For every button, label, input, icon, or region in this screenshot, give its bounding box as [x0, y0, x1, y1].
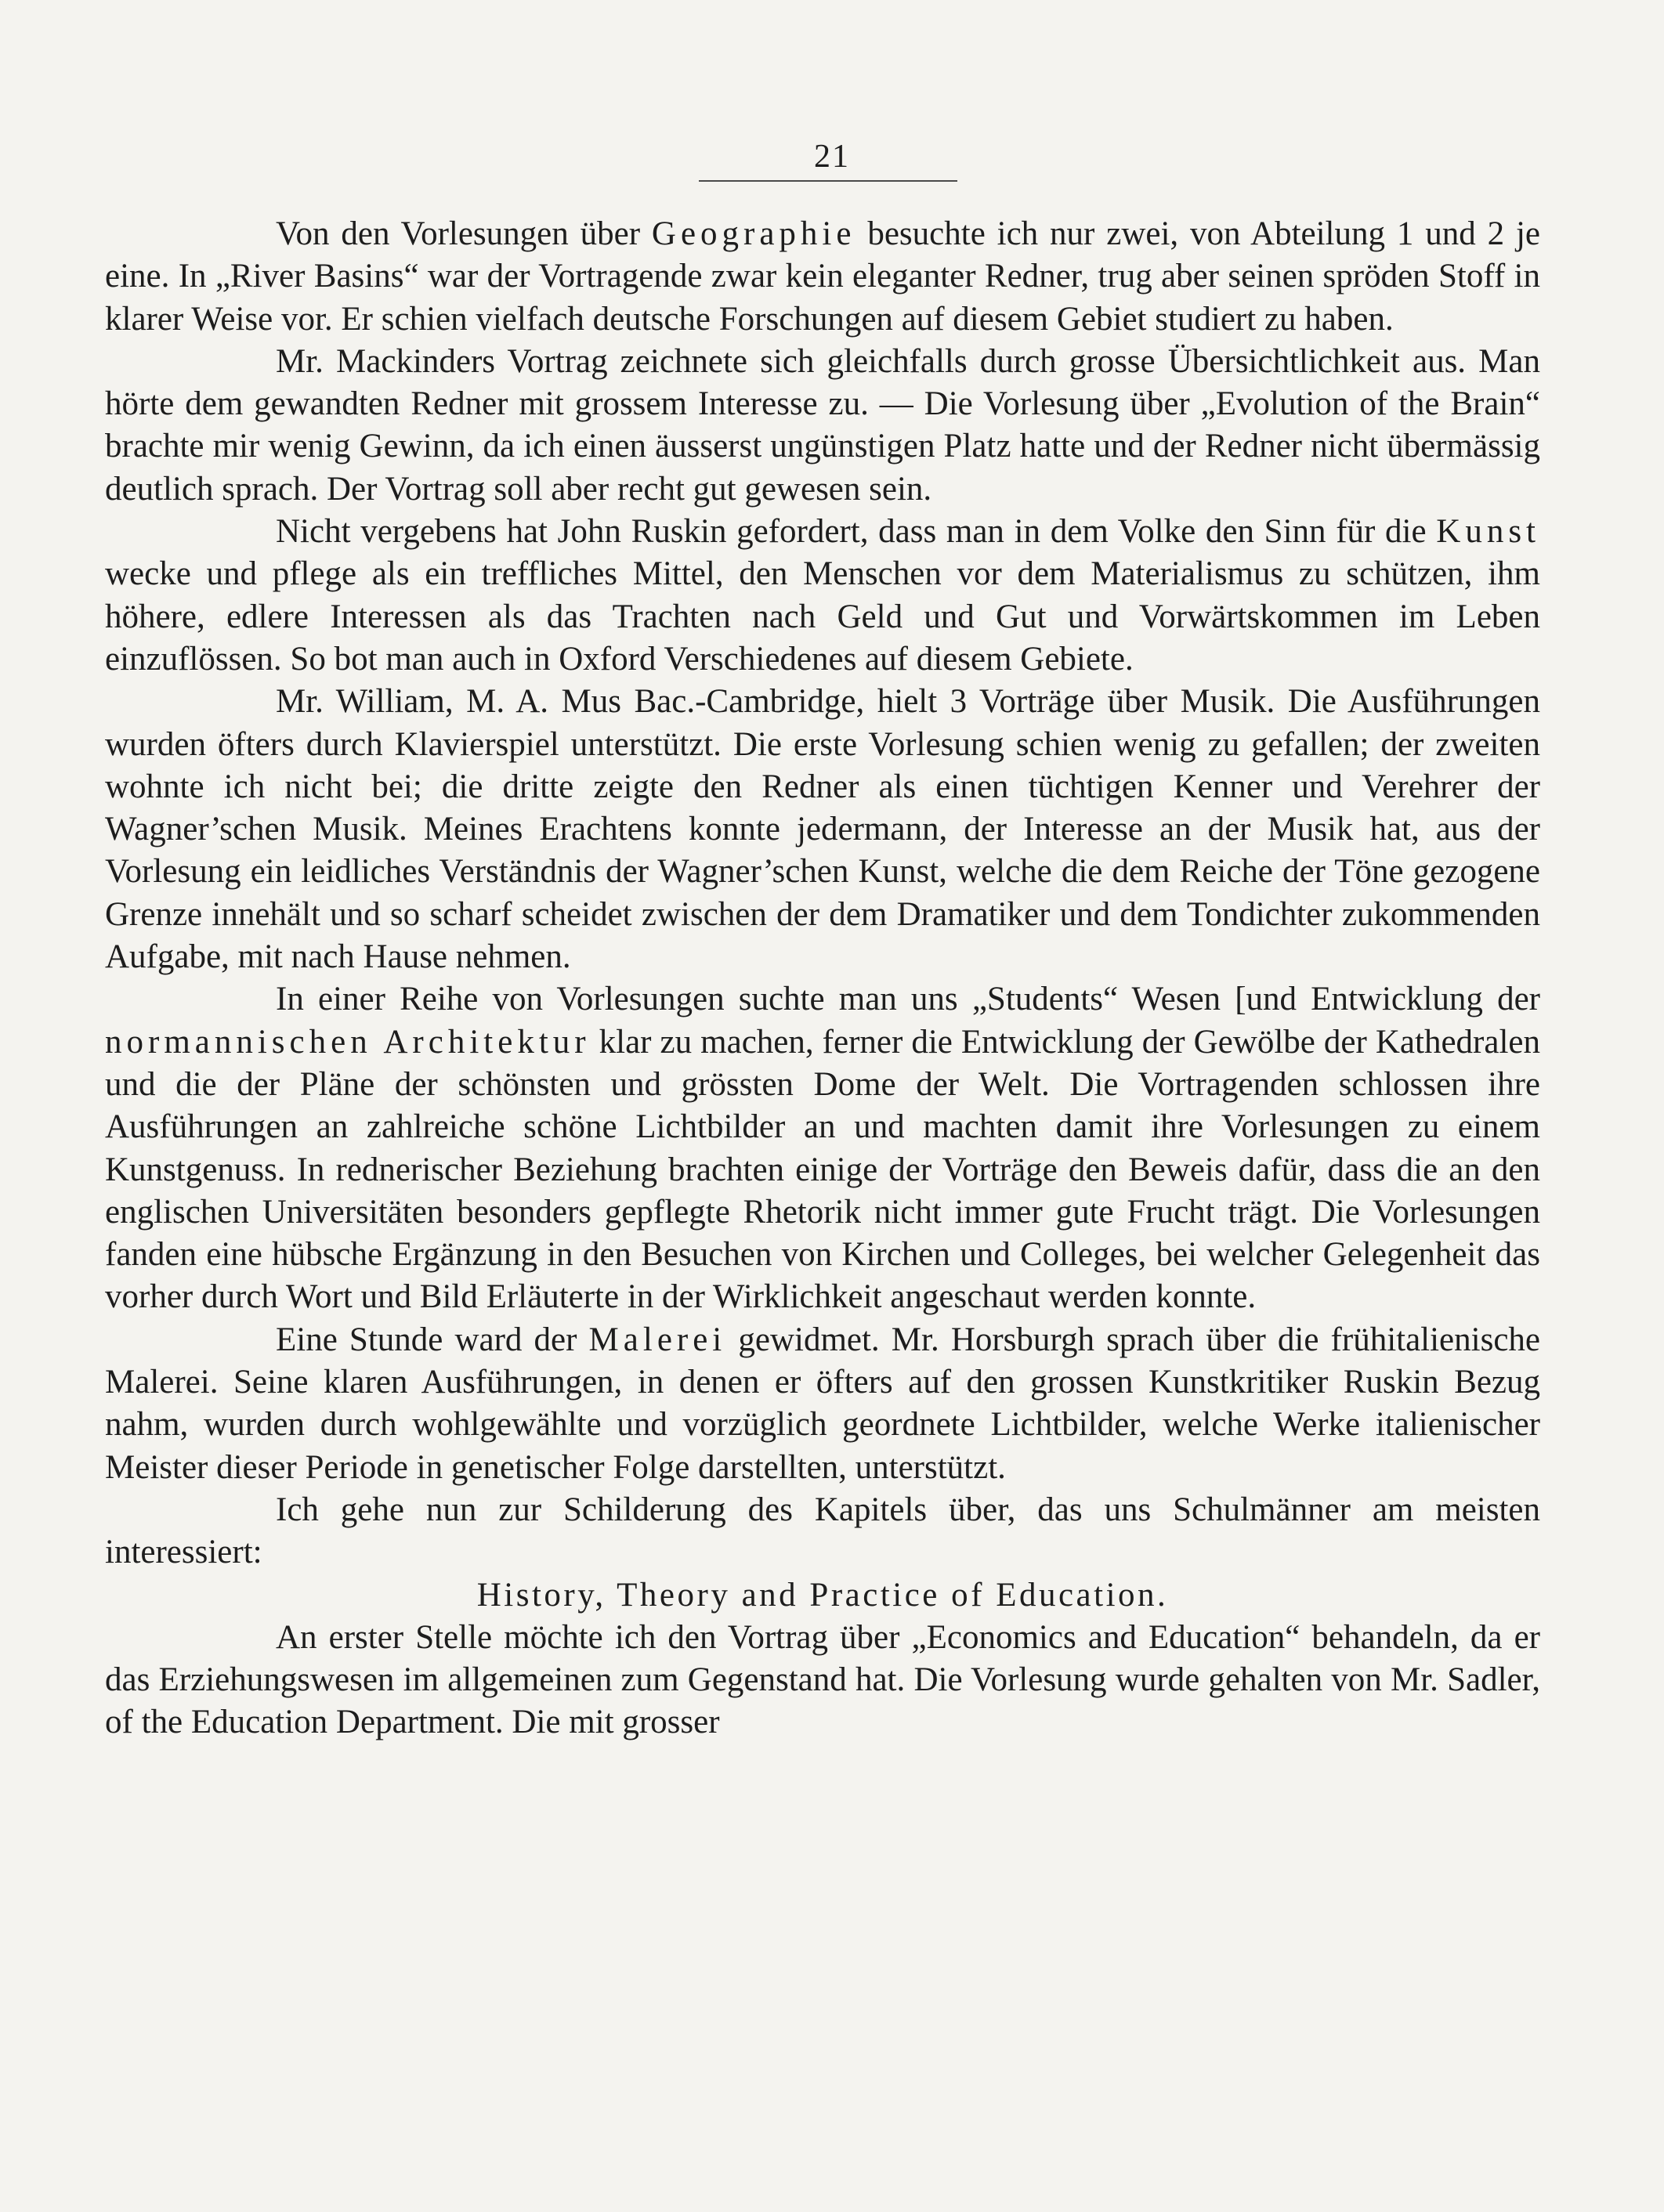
spaced-term-geographie: Geographie	[651, 215, 856, 252]
paragraph-malerei: Eine Stunde ward der Malerei gewidmet. Mr. Horsburgh sprach über die frühitalienische Malerei. Seine klaren Ausführungen, in denen er öfters auf den grossen Kunstkritiker Ruskin Bezug nahm, wurden durch wohlgewählte und vorzüglich geordnete Lichtbilder, welche Werke italienischer Meister dieser Periode in genetischer Folge darstellten, unterstützt.	[105, 1321, 1540, 1486]
header-rule	[699, 180, 957, 182]
paragraph-schilderung: Ich gehe nun zur Schilderung des Kapitels über, das uns Schulmänner am meisten interessiert:	[105, 1491, 1540, 1571]
spaced-term-kunst: Kunst	[1436, 513, 1540, 551]
paragraph-geographie: Von den Vorlesungen über Geographie besuchte ich nur zwei, von Abteilung 1 und 2 je eine. In „River Basins“ war der Vortragende zwar kein eleganter Redner, trug aber seinen spröden Stoff in klarer Weise vor. Er schien vielfach deutsche Forschungen auf diesem Gebiet studiert zu haben.	[105, 215, 1540, 338]
spaced-term-architektur: normannischen Architektur	[105, 1023, 591, 1061]
spaced-term-malerei: Malerei	[588, 1321, 727, 1358]
paragraph-mackinder: Mr. Mackinders Vortrag zeichnete sich gleichfalls durch grosse Übersichtlichkeit aus. Man hörte dem gewandten Redner mit grossem Interesse zu. — Die Vorlesung über „Evolution of the Brain“ brachte mir wenig Gewinn, da ich einen äusserst ungünstigen Platz hatte und der Redner nicht übermässig deutlich sprach. Der Vortrag soll aber recht gut gewesen sein.	[105, 342, 1540, 508]
paragraph-economics: An erster Stelle möchte ich den Vortrag über „Economics and Education“ behandeln, da er das Erziehungswesen im allgemeinen zum Gegenstand hat. Die Vorlesung wurde gehalten von Mr. Sadler, of the Education Department. Die mit grosser	[105, 1618, 1540, 1741]
body-text	[105, 213, 1540, 1744]
page-number: 21	[814, 139, 850, 175]
paragraph-musik: Mr. William, M. A. Mus Bac.-Cambridge, hielt 3 Vorträge über Musik. Die Ausführungen wurden öfters durch Klavierspiel unterstützt. Die erste Vorlesung schien wenig zu gefallen; der zweiten wohnte ich nicht bei; die dritte zeigte den Redner als einen tüchtigen Kenner und Verehrer der Wagner’schen Musik. Meines Erachtens konnte jedermann, der Interesse an der Musik hat, aus der Vorlesung ein leidliches Verständnis der Wagner’schen Kunst, welche die dem Reiche der Töne gezogene Grenze innehält und so scharf scheidet zwischen der dem Dramatiker und dem Tondichter zukommenden Aufgabe, mit nach Hause nehmen.	[105, 683, 1540, 976]
section-heading: History, Theory and Practice of Education.	[476, 1576, 1169, 1614]
paragraph-architektur: In einer Reihe von Vorlesungen suchte man uns „Students“ Wesen [und Entwicklung der normannischen Architektur klar zu machen, ferner die Entwicklung der Gewölbe der Kathedralen und die der Pläne der schönsten und grössten Dome der Welt. Die Vortragenden schlossen ihre Ausführungen an zahlreiche schöne Lichtbilder an und machten damit ihre Vorlesungen zu einem Kunstgenuss. In rednerischer Beziehung brachten einige der Vorträge den Beweis dafür, dass die an den englischen Universitäten besonders gepflegte Rhetorik nicht immer gute Frucht trägt. Die Vorlesungen fanden eine hübsche Ergänzung in den Besuchen von Kirchen und Colleges, bei welcher Gelegenheit das vorher durch Wort und Bild Erläuterte in der Wirklichkeit angeschaut werden konnte.	[105, 981, 1540, 1316]
paragraph-ruskin: Nicht vergebens hat John Ruskin gefordert, dass man in dem Volke den Sinn für die Kunst wecke und pflege als ein treffliches Mittel, den Menschen vor dem Materialismus zu schützen, ihm höhere, edlere Interessen als das Trachten nach Geld und Gut und Vorwärtskommen im Leben einzuflössen. So bot man auch in Oxford Verschiedenes auf diesem Gebiete.	[105, 513, 1540, 678]
